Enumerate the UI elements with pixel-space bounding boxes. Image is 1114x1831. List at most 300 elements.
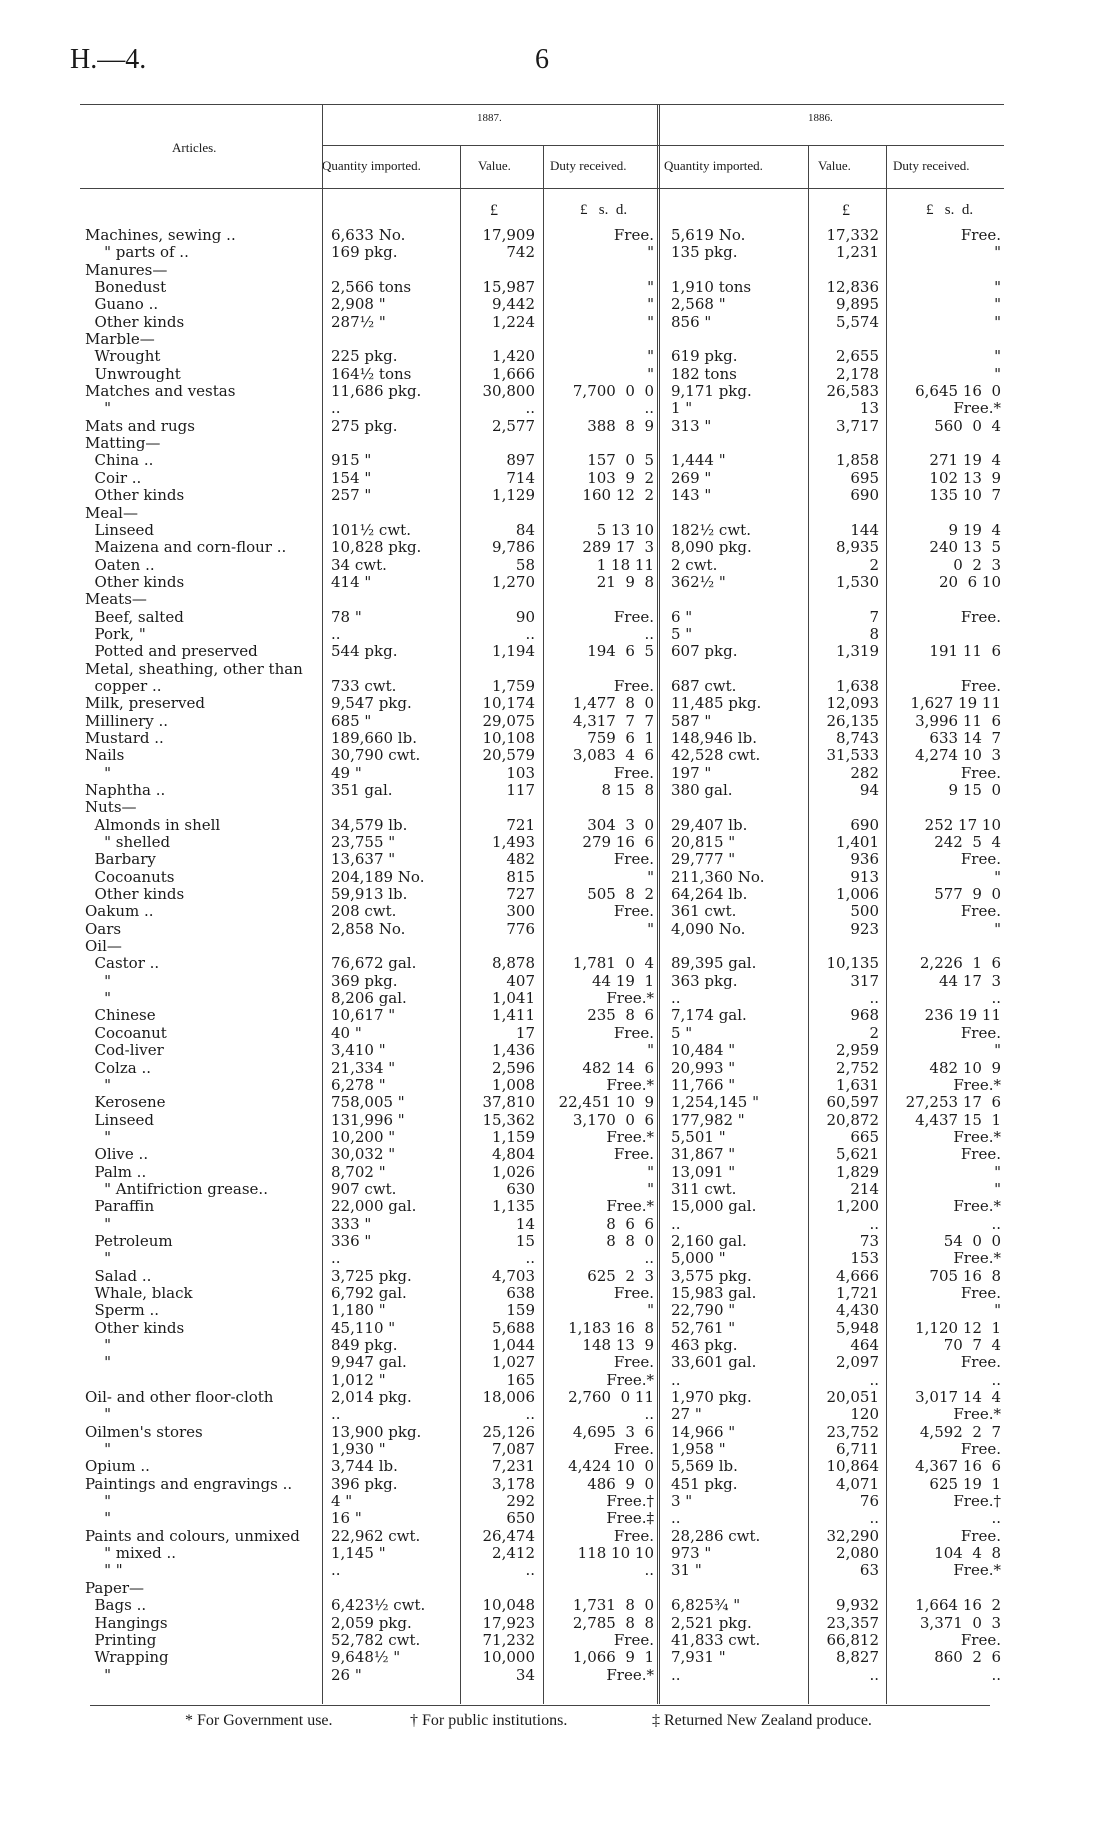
table-row <box>0 1649 1114 1666</box>
quantity-1887-cell: 22,000 gal. <box>331 1197 417 1216</box>
article-cell: Nuts— <box>85 798 137 817</box>
value-1887-cell: .. <box>525 1249 535 1268</box>
pound-unit-1886: £ <box>842 202 850 219</box>
quantity-1887-cell: .. <box>331 1249 341 1268</box>
article-cell: Potted and preserved <box>85 642 258 661</box>
value-1887-cell: 897 <box>506 451 535 470</box>
article-cell: Bonedust <box>85 278 167 297</box>
quantity-1886-cell: 182½ cwt. <box>671 520 751 539</box>
article-cell: Paper— <box>85 1578 145 1597</box>
table-row <box>0 799 1114 816</box>
value-1886-header: Value. <box>818 158 851 173</box>
table-row <box>0 1597 1114 1614</box>
duty-1886-cell: 9 19 4 <box>948 520 1001 539</box>
table-row <box>0 1302 1114 1319</box>
quantity-1886-cell: 587 " <box>671 711 712 730</box>
table-body <box>0 227 1114 1684</box>
quantity-1886-cell: 7,931 " <box>671 1648 726 1667</box>
value-1887-cell: 2,412 <box>492 1544 535 1563</box>
duty-1886-cell: .. <box>991 989 1001 1008</box>
value-1886-cell: 10,864 <box>826 1457 879 1476</box>
quantity-1886-cell: 29,407 lb. <box>671 815 748 834</box>
duty-1887-cell: 304 3 0 <box>587 815 654 834</box>
duty-1887-cell: Free. <box>613 607 654 626</box>
value-1886-cell: 12,093 <box>826 694 879 713</box>
table-row <box>0 296 1114 313</box>
quantity-1887-cell: 34,579 lb. <box>331 815 408 834</box>
value-1886-cell: 214 <box>850 1179 879 1198</box>
value-1886-cell: 2,752 <box>836 1058 879 1077</box>
duty-1887-cell: 21 9 8 <box>596 572 654 591</box>
value-1887-cell: 1,159 <box>492 1127 535 1146</box>
table-row <box>0 591 1114 608</box>
quantity-1886-cell: 15,983 gal. <box>671 1283 757 1302</box>
article-cell: Oaten .. <box>85 555 155 574</box>
article-cell: Linseed <box>85 1110 155 1129</box>
article-cell: Manures— <box>85 260 168 279</box>
value-1886-cell: 26,583 <box>826 382 879 401</box>
table-row <box>0 1476 1114 1493</box>
quantity-1886-cell: 14,966 " <box>671 1422 736 1441</box>
value-1886-cell: 8,743 <box>836 728 879 747</box>
quantity-1886-cell: 313 " <box>671 416 712 435</box>
duty-1886-cell: .. <box>991 1665 1001 1684</box>
quantity-1886-cell: 5,501 " <box>671 1127 726 1146</box>
duty-1887-cell: .. <box>644 399 654 418</box>
table-row <box>0 1615 1114 1632</box>
table-row <box>0 1337 1114 1354</box>
value-1886-cell: 5,621 <box>836 1145 879 1164</box>
article-cell: Oilmen's stores <box>85 1422 203 1441</box>
value-1886-cell: 12,836 <box>826 278 879 297</box>
value-1886-cell: 695 <box>850 468 879 487</box>
quantity-1886-cell: 20,993 " <box>671 1058 736 1077</box>
duty-1887-cell: Free.* <box>606 1197 654 1216</box>
quantity-1886-cell: 4,090 No. <box>671 919 746 938</box>
table-row <box>0 747 1114 764</box>
duty-1887-cell: Free. <box>613 676 654 695</box>
value-1887-cell: 1,008 <box>492 1075 535 1094</box>
quantity-1887-cell: 275 pkg. <box>331 416 398 435</box>
article-cell: Marble— <box>85 330 155 349</box>
value-1886-cell: 153 <box>850 1249 879 1268</box>
duty-1887-cell: 759 6 1 <box>587 728 654 747</box>
article-cell: Oil- and other floor-cloth <box>85 1388 274 1407</box>
quantity-1887-cell: 16 " <box>331 1509 362 1528</box>
duty-1886-cell: Free. <box>960 1353 1001 1372</box>
value-1886-cell: 282 <box>850 763 879 782</box>
article-cell: " " <box>85 1561 123 1580</box>
duty-1886-cell: Free.* <box>953 1197 1001 1216</box>
value-1886-cell: 464 <box>850 1336 879 1354</box>
value-1887-cell: 71,232 <box>482 1630 535 1649</box>
quantity-1887-cell: 34 cwt. <box>331 555 387 574</box>
duty-1887-cell: Free. <box>613 1630 654 1649</box>
duty-1887-cell: 1,066 9 1 <box>572 1648 654 1667</box>
duty-1886-cell: Free.* <box>953 1405 1001 1424</box>
value-1887-cell: 1,666 <box>492 364 535 383</box>
value-1887-cell: 1,420 <box>492 347 535 366</box>
duty-1887-cell: Free. <box>613 1145 654 1164</box>
table-row <box>0 1250 1114 1267</box>
value-1886-cell: 1,530 <box>836 572 879 591</box>
quantity-1886-cell: 363 pkg. <box>671 971 738 990</box>
duty-1886-cell: Free. <box>960 1440 1001 1459</box>
value-1887-cell: 165 <box>506 1370 535 1389</box>
article-cell: Oars <box>85 919 122 938</box>
value-1887-cell: 20,579 <box>482 746 535 765</box>
value-1887-cell: 103 <box>506 763 535 782</box>
duty-1887-cell: .. <box>644 1405 654 1424</box>
quantity-1887-cell: 396 pkg. <box>331 1474 398 1493</box>
value-1887-cell: 9,442 <box>492 295 535 314</box>
table-row <box>0 695 1114 712</box>
duty-1887-cell: " <box>647 1179 654 1198</box>
table-row <box>0 955 1114 972</box>
article-cell: " <box>85 971 111 990</box>
articles-header: Articles. <box>172 140 217 155</box>
quantity-1887-cell: 9,547 pkg. <box>331 694 412 713</box>
duty-1887-cell: 1,731 8 0 <box>572 1596 654 1615</box>
duty-1886-cell: 560 0 4 <box>934 416 1001 435</box>
value-1886-cell: 2 <box>869 1023 879 1042</box>
duty-1887-cell: Free.* <box>606 989 654 1008</box>
value-1887-cell: 482 <box>506 850 535 869</box>
quantity-1887-cell: 544 pkg. <box>331 642 398 661</box>
article-cell: " <box>85 399 111 418</box>
value-1886-cell: 913 <box>850 867 879 886</box>
quantity-1886-cell: 1,910 tons <box>671 278 752 297</box>
value-1886-cell: 4,430 <box>836 1301 879 1320</box>
article-cell: " shelled <box>85 833 171 852</box>
article-cell: Other kinds <box>85 885 185 904</box>
quantity-1886-cell: 5,619 No. <box>671 226 746 244</box>
value-1887-cell: 630 <box>506 1179 535 1198</box>
quantity-1886-cell: 89,395 gal. <box>671 954 757 973</box>
duty-1886-cell: 3,371 0 3 <box>919 1613 1001 1632</box>
value-1886-cell: 13 <box>859 399 879 418</box>
quantity-1887-cell: 9,648½ " <box>331 1648 401 1667</box>
quantity-1887-cell: 10,200 " <box>331 1127 396 1146</box>
quantity-1886-cell: 1 " <box>671 399 693 418</box>
quantity-1886-cell: 64,264 lb. <box>671 885 748 904</box>
quantity-1887-cell: 101½ cwt. <box>331 520 411 539</box>
duty-1886-cell: " <box>994 919 1001 938</box>
quantity-1887-cell: 22,962 cwt. <box>331 1526 421 1545</box>
quantity-1886-cell: 22,790 " <box>671 1301 736 1320</box>
article-cell: Unwrought <box>85 364 181 383</box>
article-cell: Cod-liver <box>85 1041 164 1060</box>
quantity-1887-cell: 1,180 " <box>331 1301 386 1320</box>
duty-1887-cell: 160 12 2 <box>582 486 654 505</box>
table-row <box>0 1632 1114 1649</box>
quantity-1887-cell: 915 " <box>331 451 372 470</box>
quantity-1887-cell: 3,725 pkg. <box>331 1266 412 1285</box>
table-row <box>0 1320 1114 1337</box>
value-1886-cell: 690 <box>850 486 879 505</box>
table-row <box>0 557 1114 574</box>
quantity-1886-cell: 7,174 gal. <box>671 1006 747 1025</box>
value-1886-cell: 1,319 <box>836 642 879 661</box>
value-1886-cell: 32,290 <box>826 1526 879 1545</box>
quantity-1887-cell: .. <box>331 1561 341 1580</box>
quantity-1887-cell: 21,334 " <box>331 1058 396 1077</box>
article-cell: " <box>85 989 111 1008</box>
article-cell: " <box>85 1492 111 1511</box>
article-cell: Oakum .. <box>85 902 154 921</box>
quantity-1886-cell: 10,484 " <box>671 1041 736 1060</box>
table-row <box>0 713 1114 730</box>
quantity-1887-cell: 45,110 " <box>331 1318 396 1337</box>
article-cell: Olive .. <box>85 1145 149 1164</box>
quantity-1886-cell: 135 pkg. <box>671 243 738 262</box>
duty-1887-cell: " <box>647 919 654 938</box>
duty-1886-cell: " <box>994 243 1001 262</box>
value-1886-cell: 317 <box>850 971 879 990</box>
table-row <box>0 244 1114 261</box>
value-1886-cell: 3,717 <box>836 416 879 435</box>
duty-1887-cell: 482 14 6 <box>582 1058 654 1077</box>
quantity-1887-cell: 685 " <box>331 711 372 730</box>
footnote-government: * For Government use. <box>185 1712 333 1729</box>
value-1887-cell: 15,362 <box>482 1110 535 1129</box>
article-cell: Nails <box>85 746 125 765</box>
duty-1887-cell: 22,451 10 9 <box>558 1093 654 1112</box>
quantity-1887-cell: .. <box>331 399 341 418</box>
duty-1887-cell: " <box>647 867 654 886</box>
value-1886-cell: 66,812 <box>826 1630 879 1649</box>
quantity-1886-cell: 451 pkg. <box>671 1474 738 1493</box>
duty-1887-cell: 2,785 8 8 <box>572 1613 654 1632</box>
quantity-1887-cell: 76,672 gal. <box>331 954 417 973</box>
quantity-1887-cell: 849 pkg. <box>331 1336 398 1354</box>
table-row <box>0 331 1114 348</box>
value-1887-cell: 84 <box>515 520 535 539</box>
duty-1886-cell: 1,627 19 11 <box>910 694 1001 713</box>
quantity-1887-cell: 1,012 " <box>331 1370 386 1389</box>
quantity-1887-cell: 6,278 " <box>331 1075 386 1094</box>
quantity-1887-cell: 13,637 " <box>331 850 396 869</box>
table-row <box>0 227 1114 244</box>
value-1887-cell: 3,178 <box>492 1474 535 1493</box>
article-cell: Other kinds <box>85 312 185 331</box>
value-1887-cell: 18,006 <box>482 1388 535 1407</box>
quantity-1886-cell: 856 " <box>671 312 712 331</box>
quantity-1886-cell: 1,444 " <box>671 451 726 470</box>
pound-unit-1887: £ <box>490 202 498 219</box>
quantity-1887-cell: 78 " <box>331 607 362 626</box>
duty-1887-cell: 4,317 7 7 <box>572 711 654 730</box>
duty-1887-cell: Free.* <box>606 1127 654 1146</box>
quantity-1887-cell: 369 pkg. <box>331 971 398 990</box>
value-1886-cell: 31,533 <box>826 746 879 765</box>
quantity-1887-cell: 1,930 " <box>331 1440 386 1459</box>
quantity-1887-cell: 10,617 " <box>331 1006 396 1025</box>
table-row <box>0 400 1114 417</box>
quantity-1887-cell: 733 cwt. <box>331 676 397 695</box>
article-cell: " <box>85 763 111 782</box>
value-1887-cell: 300 <box>506 902 535 921</box>
value-1887-cell: 1,135 <box>492 1197 535 1216</box>
duty-1887-cell: .. <box>644 1561 654 1580</box>
value-1886-cell: 1,721 <box>836 1283 879 1302</box>
value-1887-cell: 34 <box>515 1665 535 1684</box>
quantity-1887-cell: 8,206 gal. <box>331 989 407 1008</box>
article-cell: " <box>85 1353 111 1372</box>
quantity-1887-cell: 333 " <box>331 1214 372 1233</box>
value-1887-cell: .. <box>525 1561 535 1580</box>
quantity-1887-cell: 9,947 gal. <box>331 1353 407 1372</box>
article-cell: " <box>85 1214 111 1233</box>
duty-1886-cell: " <box>994 1179 1001 1198</box>
duty-1887-cell: 2,760 0 11 <box>568 1388 654 1407</box>
table-top-rule <box>80 104 1004 105</box>
table-row <box>0 851 1114 868</box>
table-row <box>0 1389 1114 1406</box>
table-row <box>0 348 1114 365</box>
quantity-1887-cell: 351 gal. <box>331 781 393 799</box>
duty-1886-cell: 102 13 9 <box>929 468 1001 487</box>
table-row <box>0 1406 1114 1423</box>
article-cell: Linseed <box>85 520 155 539</box>
quantity-1887-cell: 10,828 pkg. <box>331 538 422 557</box>
quantity-1887-cell: 287½ " <box>331 312 386 331</box>
table-row <box>0 1424 1114 1441</box>
value-1886-cell: 1,006 <box>836 885 879 904</box>
duty-1886-cell: .. <box>991 1370 1001 1389</box>
article-cell: Millinery .. <box>85 711 169 730</box>
value-1887-cell: 30,800 <box>482 382 535 401</box>
quantity-1886-cell: .. <box>671 1370 681 1389</box>
value-1886-cell: 5,948 <box>836 1318 879 1337</box>
article-cell: " <box>85 1075 111 1094</box>
value-1887-cell: 2,577 <box>492 416 535 435</box>
value-1887-cell: 292 <box>506 1492 535 1511</box>
value-1886-cell: 1,829 <box>836 1162 879 1181</box>
quantity-1887-cell: 164½ tons <box>331 364 412 383</box>
value-1887-cell: .. <box>525 624 535 643</box>
duty-1886-cell: 3,996 11 6 <box>915 711 1001 730</box>
table-row <box>0 990 1114 1007</box>
table-row <box>0 782 1114 799</box>
quantity-1886-cell: 31 " <box>671 1561 702 1580</box>
value-1886-cell: 4,666 <box>836 1266 879 1285</box>
value-1887-cell: 4,804 <box>492 1145 535 1164</box>
value-1887-cell: 15,987 <box>482 278 535 297</box>
value-1886-cell: 8,827 <box>836 1648 879 1667</box>
quantity-1886-cell: 463 pkg. <box>671 1336 738 1354</box>
value-1887-cell: 117 <box>506 781 535 799</box>
value-1886-cell: 120 <box>850 1405 879 1424</box>
quantity-1887-cell: 23,755 " <box>331 833 396 852</box>
value-1887-cell: 25,126 <box>482 1422 535 1441</box>
table-row <box>0 661 1114 678</box>
quantity-1887-cell: 3,744 lb. <box>331 1457 398 1476</box>
quantity-1886-cell: 211,360 No. <box>671 867 765 886</box>
duty-1887-cell: .. <box>644 1249 654 1268</box>
table-row <box>0 1042 1114 1059</box>
table-row <box>0 452 1114 469</box>
table-row <box>0 609 1114 626</box>
duty-1887-cell: " <box>647 243 654 262</box>
duty-1886-cell: 577 9 0 <box>934 885 1001 904</box>
table-row <box>0 1372 1114 1389</box>
value-1887-cell: 29,075 <box>482 711 535 730</box>
table-row <box>0 1493 1114 1510</box>
article-cell: Meal— <box>85 503 138 522</box>
value-1887-cell: 1,224 <box>492 312 535 331</box>
value-1887-cell: 721 <box>506 815 535 834</box>
article-cell: Colza .. <box>85 1058 151 1077</box>
quantity-1886-cell: 41,833 cwt. <box>671 1630 761 1649</box>
duty-1887-cell: 194 6 5 <box>587 642 654 661</box>
duty-1887-cell: 3,083 4 6 <box>572 746 654 765</box>
article-cell: " Antifriction grease.. <box>85 1179 268 1198</box>
value-1886-cell: 4,071 <box>836 1474 879 1493</box>
value-1887-cell: 26,474 <box>482 1526 535 1545</box>
value-1887-cell: 1,041 <box>492 989 535 1008</box>
table-row <box>0 470 1114 487</box>
article-cell: Metal, sheathing, other than <box>85 659 303 678</box>
table-row <box>0 314 1114 331</box>
quantity-1886-cell: 1,958 " <box>671 1440 726 1459</box>
quantity-1886-cell: 3,575 pkg. <box>671 1266 752 1285</box>
quantity-1886-cell: 20,815 " <box>671 833 736 852</box>
duty-1887-cell: " <box>647 347 654 366</box>
duty-1886-cell: Free. <box>960 1630 1001 1649</box>
page-number: 6 <box>535 44 549 75</box>
value-1886-cell: 23,752 <box>826 1422 879 1441</box>
value-1887-cell: 1,027 <box>492 1353 535 1372</box>
value-1886-cell: 94 <box>859 781 879 799</box>
article-cell: " parts of .. <box>85 243 189 262</box>
value-1887-cell: 4,703 <box>492 1266 535 1285</box>
article-cell: Machines, sewing .. <box>85 226 236 244</box>
value-1887-cell: 727 <box>506 885 535 904</box>
quantity-1887-cell: 13,900 pkg. <box>331 1422 422 1441</box>
duty-1887-cell: 486 9 0 <box>587 1474 654 1493</box>
year-1886-header: 1886. <box>808 112 833 124</box>
duty-1887-cell: 505 8 2 <box>587 885 654 904</box>
duty-1886-cell: Free. <box>960 226 1001 244</box>
value-1887-cell: 90 <box>515 607 535 626</box>
value-1886-cell: 63 <box>859 1561 879 1580</box>
duty-1887-cell: 103 9 2 <box>587 468 654 487</box>
value-1887-cell: 714 <box>506 468 535 487</box>
value-1886-cell: .. <box>869 989 879 1008</box>
duty-1887-cell: 157 0 5 <box>587 451 654 470</box>
quantity-1887-cell: 40 " <box>331 1023 362 1042</box>
page-identifier: H.—4. <box>70 44 147 75</box>
value-1886-cell: 23,357 <box>826 1613 879 1632</box>
value-1887-cell: 10,174 <box>482 694 535 713</box>
duty-1887-cell: 289 17 3 <box>582 538 654 557</box>
quantity-1886-cell: 182 tons <box>671 364 737 383</box>
article-cell: Bags .. <box>85 1596 147 1615</box>
value-1887-cell: 5,688 <box>492 1318 535 1337</box>
quantity-1886-cell: 1,254,145 " <box>671 1093 760 1112</box>
duty-1887-cell: 8 8 0 <box>606 1231 654 1250</box>
duty-1887-cell: 1,183 16 8 <box>568 1318 654 1337</box>
table-row <box>0 1060 1114 1077</box>
article-cell: Naphtha .. <box>85 781 166 799</box>
value-1887-cell: 638 <box>506 1283 535 1302</box>
duty-1887-cell: 148 13 9 <box>582 1336 654 1354</box>
quantity-1887-cell: 2,059 pkg. <box>331 1613 412 1632</box>
quantity-1887-cell: 3,410 " <box>331 1041 386 1060</box>
value-1887-cell: 14 <box>515 1214 535 1233</box>
value-1887-cell: .. <box>525 1405 535 1424</box>
